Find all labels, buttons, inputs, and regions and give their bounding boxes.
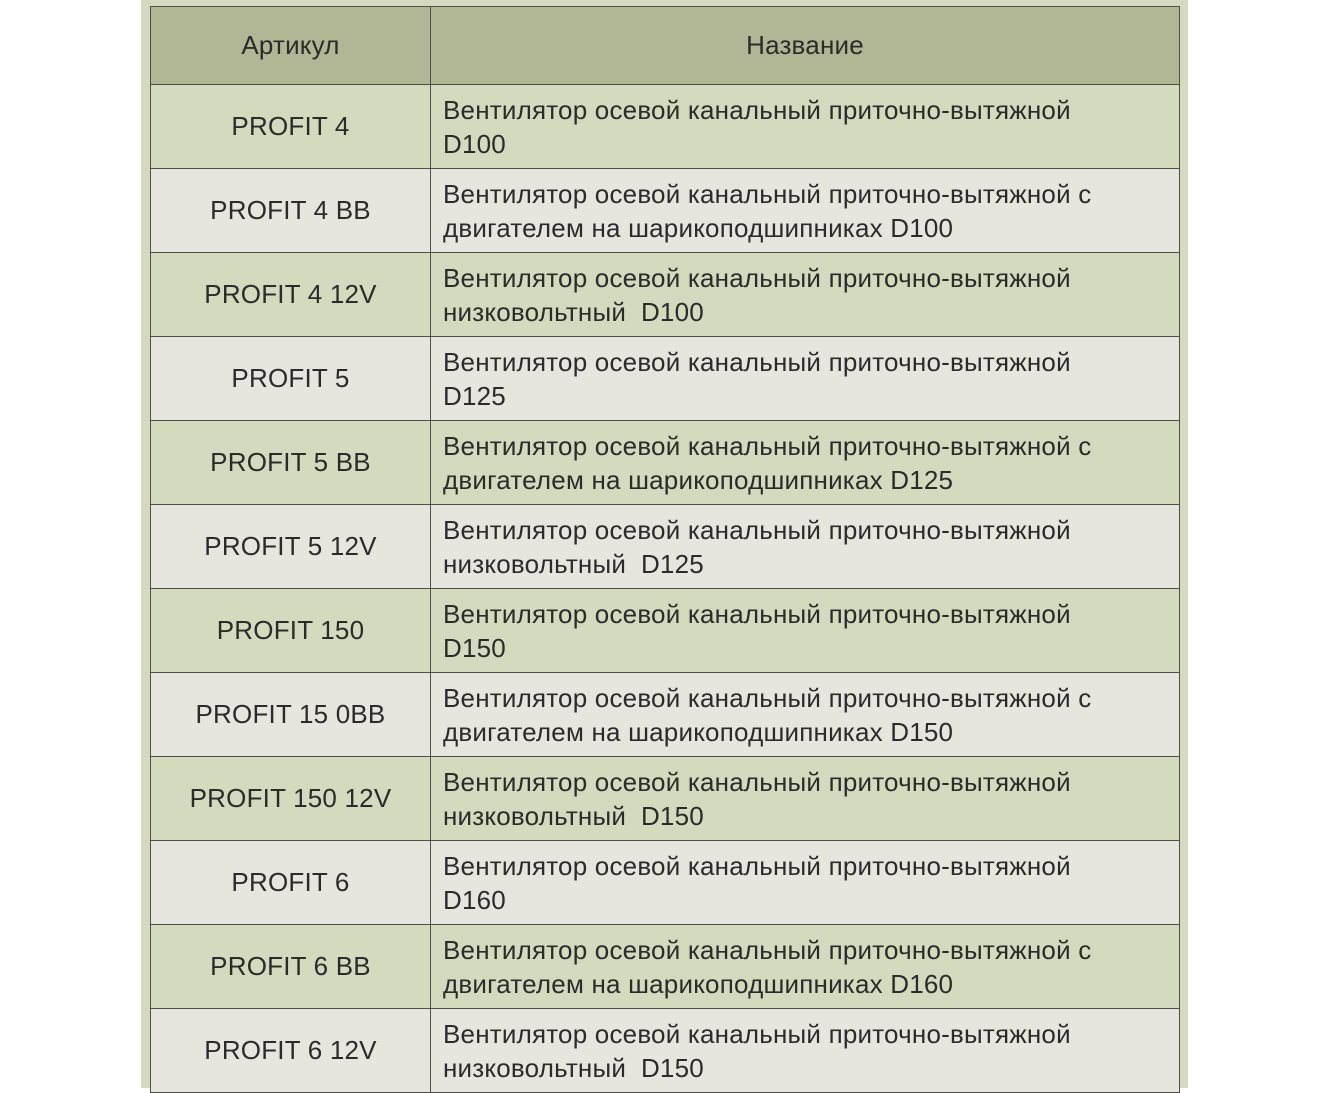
product-table [150, 6, 1180, 1093]
article-cell: PROFIT 5 BB [151, 421, 431, 505]
name-cell: Вентилятор осевой канальный приточно-вытяжной низковольтный D125 [431, 505, 1180, 589]
name-cell: Вентилятор осевой канальный приточно-вытяжной с двигателем на шарикоподшипниках D160 [431, 925, 1180, 1009]
table-row [151, 421, 1180, 505]
name-cell: Вентилятор осевой канальный приточно-вытяжной с двигателем на шарикоподшипниках D125 [431, 421, 1180, 505]
article-cell: PROFIT 5 12V [151, 505, 431, 589]
article-cell: PROFIT 4 BB [151, 169, 431, 253]
name-cell: Вентилятор осевой канальный приточно-вытяжной низковольтный D150 [431, 757, 1180, 841]
name-cell: Вентилятор осевой канальный приточно-вытяжной D160 [431, 841, 1180, 925]
article-cell: PROFIT 5 [151, 337, 431, 421]
article-cell: PROFIT 4 [151, 85, 431, 169]
table-row [151, 589, 1180, 673]
name-cell: Вентилятор осевой канальный приточно-вытяжной D100 [431, 85, 1180, 169]
name-cell: Вентилятор осевой канальный приточно-вытяжной D125 [431, 337, 1180, 421]
article-cell: PROFIT 6 [151, 841, 431, 925]
table-row [151, 757, 1180, 841]
table-row [151, 673, 1180, 757]
table-row [151, 169, 1180, 253]
name-cell: Вентилятор осевой канальный приточно-вытяжной низковольтный D100 [431, 253, 1180, 337]
header-article: Артикул [151, 7, 431, 85]
name-cell: Вентилятор осевой канальный приточно-вытяжной низковольтный D150 [431, 1009, 1180, 1093]
table-row [151, 841, 1180, 925]
article-cell: PROFIT 6 BB [151, 925, 431, 1009]
table-row [151, 85, 1180, 169]
table-row [151, 253, 1180, 337]
article-cell: PROFIT 150 12V [151, 757, 431, 841]
table-row [151, 1009, 1180, 1093]
article-cell: PROFIT 6 12V [151, 1009, 431, 1093]
article-cell: PROFIT 15 0BB [151, 673, 431, 757]
article-cell: PROFIT 4 12V [151, 253, 431, 337]
name-cell: Вентилятор осевой канальный приточно-вытяжной с двигателем на шарикоподшипниках D150 [431, 673, 1180, 757]
table-row [151, 337, 1180, 421]
name-cell: Вентилятор осевой канальный приточно-вытяжной с двигателем на шарикоподшипниках D100 [431, 169, 1180, 253]
header-name: Название [431, 7, 1180, 85]
table-row [151, 925, 1180, 1009]
table-header-row [151, 7, 1180, 85]
article-cell: PROFIT 150 [151, 589, 431, 673]
name-cell: Вентилятор осевой канальный приточно-вытяжной D150 [431, 589, 1180, 673]
table-row [151, 505, 1180, 589]
